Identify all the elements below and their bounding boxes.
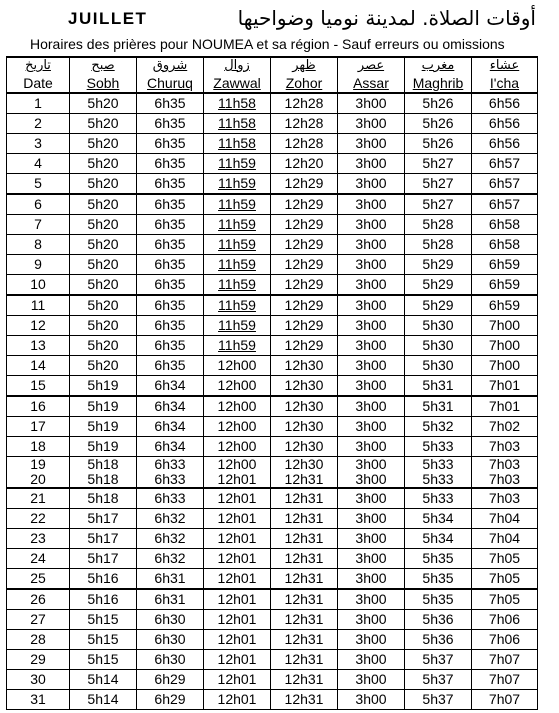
col-head-sobh: Sobh — [70, 74, 137, 93]
cell-icha: 7h01 — [472, 376, 538, 397]
cell-date: 5 — [7, 174, 70, 195]
cell-assar: 3h00 — [338, 670, 405, 690]
cell-churuq: 6h35 — [137, 316, 204, 336]
cell-assar: 3h00 — [338, 255, 405, 275]
cell-churuq: 6h35 — [137, 174, 204, 195]
cell-sobh: 5h20 — [70, 275, 137, 296]
cell-assar: 3h00 — [338, 336, 405, 356]
cell-zohor: 12h31 — [271, 690, 338, 710]
table-row — [7, 215, 538, 235]
cell-zawwal: 12h01 — [204, 488, 271, 509]
cell-zohor: 12h30 — [271, 356, 338, 376]
cell-zawwal: 12h01 — [204, 529, 271, 549]
cell-churuq: 6h35 — [137, 154, 204, 174]
cell-sobh: 5h16 — [70, 589, 137, 610]
cell-icha: 7h07 — [472, 670, 538, 690]
cell-zohor: 12h30 — [271, 437, 338, 457]
cell-zawwal: 12h00 12h01 — [204, 457, 271, 489]
table-row — [7, 336, 538, 356]
cell-date: 19 20 — [7, 457, 70, 489]
cell-churuq: 6h35 — [137, 235, 204, 255]
cell-zawwal: 11h59 — [204, 194, 271, 215]
cell-churuq: 6h35 — [137, 336, 204, 356]
cell-date: 24 — [7, 549, 70, 569]
cell-churuq: 6h35 — [137, 255, 204, 275]
table-row — [7, 589, 538, 610]
cell-sobh: 5h15 — [70, 650, 137, 670]
cell-date: 26 — [7, 589, 70, 610]
cell-zohor: 12h31 — [271, 529, 338, 549]
cell-icha: 7h05 — [472, 549, 538, 569]
cell-icha: 6h57 — [472, 174, 538, 195]
cell-maghrib: 5h29 — [405, 255, 472, 275]
cell-zohor: 12h29 — [271, 336, 338, 356]
cell-assar: 3h00 — [338, 154, 405, 174]
cell-zohor: 12h29 — [271, 255, 338, 275]
cell-zohor: 12h31 — [271, 610, 338, 630]
arabic-title: أوقات الصلاة. لمدينة نوميا وضواحيها — [237, 6, 536, 30]
cell-zawwal: 11h59 — [204, 235, 271, 255]
table-row — [7, 610, 538, 630]
cell-sobh: 5h20 — [70, 295, 137, 316]
cell-zawwal: 11h59 — [204, 316, 271, 336]
cell-assar: 3h00 — [338, 316, 405, 336]
table-row — [7, 154, 538, 174]
cell-maghrib: 5h26 — [405, 114, 472, 134]
table-row — [7, 417, 538, 437]
cell-icha: 6h58 — [472, 215, 538, 235]
col-head-ar-date: تاريخ — [7, 57, 70, 74]
cell-assar: 3h00 — [338, 376, 405, 397]
table-row — [7, 690, 538, 710]
cell-maghrib: 5h29 — [405, 295, 472, 316]
cell-zawwal: 11h59 — [204, 295, 271, 316]
cell-sobh: 5h16 — [70, 569, 137, 590]
cell-zohor: 12h31 — [271, 569, 338, 590]
table-row — [7, 549, 538, 569]
cell-zawwal: 12h01 — [204, 589, 271, 610]
col-head-zawwal: Zawwal — [204, 74, 271, 93]
cell-sobh: 5h19 — [70, 376, 137, 397]
cell-sobh: 5h18 5h18 — [70, 457, 137, 489]
cell-assar: 3h00 — [338, 275, 405, 296]
cell-zawwal: 12h01 — [204, 549, 271, 569]
cell-maghrib: 5h35 — [405, 569, 472, 590]
cell-zohor: 12h31 — [271, 630, 338, 650]
table-row — [7, 650, 538, 670]
cell-date: 3 — [7, 134, 70, 154]
cell-churuq: 6h35 — [137, 356, 204, 376]
cell-date: 25 — [7, 569, 70, 590]
cell-icha: 6h59 — [472, 255, 538, 275]
col-head-ar-maghrib: مغرب — [405, 57, 472, 74]
col-head-icha: I'cha — [472, 74, 538, 93]
cell-zohor: 12h29 — [271, 215, 338, 235]
table-row — [7, 488, 538, 509]
cell-assar: 3h00 — [338, 529, 405, 549]
cell-maghrib: 5h27 — [405, 174, 472, 195]
cell-date: 28 — [7, 630, 70, 650]
cell-sobh: 5h20 — [70, 356, 137, 376]
cell-zawwal: 12h00 — [204, 417, 271, 437]
cell-zohor: 12h30 — [271, 376, 338, 397]
cell-sobh: 5h14 — [70, 690, 137, 710]
col-head-ar-icha: عشاء — [472, 57, 538, 74]
table-row — [7, 396, 538, 417]
cell-assar: 3h00 — [338, 174, 405, 195]
cell-maghrib: 5h35 — [405, 549, 472, 569]
cell-churuq: 6h35 — [137, 114, 204, 134]
cell-maghrib: 5h31 — [405, 396, 472, 417]
cell-zohor: 12h29 — [271, 194, 338, 215]
cell-sobh: 5h14 — [70, 670, 137, 690]
prayer-times-table — [6, 56, 538, 710]
cell-assar: 3h00 — [338, 488, 405, 509]
table-row — [7, 255, 538, 275]
cell-sobh: 5h20 — [70, 93, 137, 114]
cell-date: 12 — [7, 316, 70, 336]
cell-date: 30 — [7, 670, 70, 690]
cell-date: 18 — [7, 437, 70, 457]
table-row — [7, 670, 538, 690]
cell-maghrib: 5h36 — [405, 630, 472, 650]
cell-icha: 7h00 — [472, 356, 538, 376]
cell-assar: 3h00 — [338, 93, 405, 114]
cell-zawwal: 12h01 — [204, 670, 271, 690]
cell-sobh: 5h19 — [70, 396, 137, 417]
cell-zawwal: 12h01 — [204, 690, 271, 710]
cell-zawwal: 12h00 — [204, 376, 271, 397]
cell-churuq: 6h35 — [137, 275, 204, 296]
cell-zawwal: 11h58 — [204, 134, 271, 154]
table-row — [7, 356, 538, 376]
cell-zohor: 12h31 — [271, 589, 338, 610]
month-title: JUILLET — [68, 9, 148, 28]
title-row — [0, 4, 559, 32]
cell-sobh: 5h20 — [70, 114, 137, 134]
cell-churuq: 6h30 — [137, 630, 204, 650]
cell-maghrib: 5h30 — [405, 336, 472, 356]
cell-churuq: 6h34 — [137, 437, 204, 457]
col-head-ar-zawwal: زوال — [204, 57, 271, 74]
cell-icha: 7h07 — [472, 690, 538, 710]
cell-zawwal: 12h01 — [204, 509, 271, 529]
cell-maghrib: 5h32 — [405, 417, 472, 437]
cell-assar: 3h00 — [338, 235, 405, 255]
cell-icha: 7h06 — [472, 630, 538, 650]
col-head-ar-sobh: صبح — [70, 57, 137, 74]
cell-date: 8 — [7, 235, 70, 255]
cell-assar: 3h00 — [338, 114, 405, 134]
cell-sobh: 5h18 — [70, 488, 137, 509]
cell-date: 17 — [7, 417, 70, 437]
cell-zohor: 12h28 — [271, 114, 338, 134]
col-head-date: Date — [7, 74, 70, 93]
cell-zawwal: 12h00 — [204, 437, 271, 457]
cell-date: 16 — [7, 396, 70, 417]
cell-zohor: 12h31 — [271, 650, 338, 670]
cell-date: 6 — [7, 194, 70, 215]
cell-zohor: 12h31 — [271, 488, 338, 509]
cell-churuq: 6h31 — [137, 569, 204, 590]
table-row — [7, 194, 538, 215]
cell-date: 14 — [7, 356, 70, 376]
col-head-ar-zohor: ظهر — [271, 57, 338, 74]
cell-maghrib: 5h37 — [405, 650, 472, 670]
cell-zohor: 12h30 12h31 — [271, 457, 338, 489]
cell-churuq: 6h32 — [137, 549, 204, 569]
table-row — [7, 174, 538, 195]
cell-maghrib: 5h34 — [405, 509, 472, 529]
cell-date: 31 — [7, 690, 70, 710]
cell-date: 4 — [7, 154, 70, 174]
cell-maghrib: 5h37 — [405, 690, 472, 710]
cell-zohor: 12h29 — [271, 275, 338, 296]
cell-icha: 7h07 — [472, 650, 538, 670]
cell-icha: 6h56 — [472, 134, 538, 154]
cell-assar: 3h00 — [338, 630, 405, 650]
cell-maghrib: 5h35 — [405, 589, 472, 610]
cell-zawwal: 11h59 — [204, 215, 271, 235]
cell-sobh: 5h20 — [70, 255, 137, 275]
col-head-ar-assar: عصر — [338, 57, 405, 74]
cell-icha: 6h59 — [472, 295, 538, 316]
cell-icha: 7h06 — [472, 610, 538, 630]
cell-date: 7 — [7, 215, 70, 235]
cell-assar: 3h00 — [338, 569, 405, 590]
cell-date: 11 — [7, 295, 70, 316]
table-row — [7, 93, 538, 114]
cell-assar: 3h00 — [338, 194, 405, 215]
cell-icha: 6h58 — [472, 235, 538, 255]
cell-date: 2 — [7, 114, 70, 134]
cell-icha: 7h05 — [472, 589, 538, 610]
col-head-ar-churuq: شروق — [137, 57, 204, 74]
cell-churuq: 6h35 — [137, 194, 204, 215]
cell-maghrib: 5h31 — [405, 376, 472, 397]
cell-maghrib: 5h27 — [405, 154, 472, 174]
cell-sobh: 5h20 — [70, 154, 137, 174]
cell-churuq: 6h35 — [137, 93, 204, 114]
cell-sobh: 5h17 — [70, 509, 137, 529]
cell-icha: 7h04 — [472, 529, 538, 549]
cell-zohor: 12h28 — [271, 134, 338, 154]
cell-sobh: 5h20 — [70, 316, 137, 336]
cell-assar: 3h00 — [338, 509, 405, 529]
cell-icha: 7h00 — [472, 316, 538, 336]
table-row — [7, 235, 538, 255]
cell-zawwal: 12h01 — [204, 650, 271, 670]
cell-icha: 7h04 — [472, 509, 538, 529]
cell-icha: 7h03 — [472, 437, 538, 457]
cell-churuq: 6h31 — [137, 589, 204, 610]
cell-churuq: 6h29 — [137, 670, 204, 690]
cell-sobh: 5h20 — [70, 174, 137, 195]
cell-date: 27 — [7, 610, 70, 630]
cell-zawwal: 11h59 — [204, 255, 271, 275]
arabic-header-row — [7, 57, 538, 74]
cell-assar: 3h00 3h00 — [338, 457, 405, 489]
col-head-zohor: Zohor — [271, 74, 338, 93]
cell-sobh: 5h19 — [70, 437, 137, 457]
table-row — [7, 529, 538, 549]
cell-churuq: 6h33 — [137, 488, 204, 509]
cell-sobh: 5h15 — [70, 610, 137, 630]
col-head-maghrib: Maghrib — [405, 74, 472, 93]
cell-maghrib: 5h37 — [405, 670, 472, 690]
cell-zohor: 12h29 — [271, 235, 338, 255]
cell-assar: 3h00 — [338, 549, 405, 569]
cell-maghrib: 5h28 — [405, 215, 472, 235]
cell-date: 10 — [7, 275, 70, 296]
table-row — [7, 376, 538, 397]
cell-assar: 3h00 — [338, 134, 405, 154]
cell-zawwal: 12h00 — [204, 396, 271, 417]
cell-zohor: 12h31 — [271, 509, 338, 529]
cell-maghrib: 5h33 — [405, 488, 472, 509]
table-row — [7, 457, 538, 489]
cell-assar: 3h00 — [338, 589, 405, 610]
cell-churuq: 6h34 — [137, 376, 204, 397]
table-row — [7, 275, 538, 296]
cell-icha: 6h56 — [472, 114, 538, 134]
cell-assar: 3h00 — [338, 610, 405, 630]
cell-zohor: 12h31 — [271, 549, 338, 569]
cell-maghrib: 5h29 — [405, 275, 472, 296]
cell-icha: 6h57 — [472, 154, 538, 174]
table-row — [7, 630, 538, 650]
cell-churuq: 6h34 — [137, 396, 204, 417]
cell-date: 9 — [7, 255, 70, 275]
cell-icha: 7h02 — [472, 417, 538, 437]
cell-zohor: 12h29 — [271, 174, 338, 195]
subtitle: Horaires des prières pour NOUMEA et sa région - Sauf erreurs ou omissions — [30, 36, 505, 52]
cell-date: 29 — [7, 650, 70, 670]
cell-icha: 7h01 — [472, 396, 538, 417]
cell-icha: 6h56 — [472, 93, 538, 114]
table-body — [7, 93, 538, 710]
col-head-churuq: Churuq — [137, 74, 204, 93]
cell-icha: 7h03 7h03 — [472, 457, 538, 489]
cell-zawwal: 11h59 — [204, 174, 271, 195]
cell-sobh: 5h20 — [70, 235, 137, 255]
cell-zohor: 12h29 — [271, 295, 338, 316]
cell-zohor: 12h28 — [271, 93, 338, 114]
cell-zawwal: 11h58 — [204, 114, 271, 134]
cell-maghrib: 5h30 — [405, 316, 472, 336]
cell-zawwal: 12h01 — [204, 630, 271, 650]
cell-churuq: 6h35 — [137, 134, 204, 154]
cell-maghrib: 5h33 5h33 — [405, 457, 472, 489]
cell-date: 1 — [7, 93, 70, 114]
latin-header-row — [7, 74, 538, 93]
cell-assar: 3h00 — [338, 356, 405, 376]
cell-zawwal: 12h01 — [204, 610, 271, 630]
cell-zohor: 12h30 — [271, 417, 338, 437]
cell-assar: 3h00 — [338, 396, 405, 417]
cell-sobh: 5h20 — [70, 134, 137, 154]
cell-date: 22 — [7, 509, 70, 529]
cell-maghrib: 5h26 — [405, 93, 472, 114]
cell-maghrib: 5h33 — [405, 437, 472, 457]
cell-zawwal: 12h01 — [204, 569, 271, 590]
cell-sobh: 5h19 — [70, 417, 137, 437]
cell-maghrib: 5h28 — [405, 235, 472, 255]
cell-icha: 7h05 — [472, 569, 538, 590]
cell-churuq: 6h34 — [137, 417, 204, 437]
cell-icha: 7h03 — [472, 488, 538, 509]
cell-churuq: 6h35 — [137, 215, 204, 235]
cell-assar: 3h00 — [338, 417, 405, 437]
cell-sobh: 5h17 — [70, 549, 137, 569]
cell-icha: 7h00 — [472, 336, 538, 356]
cell-assar: 3h00 — [338, 690, 405, 710]
cell-assar: 3h00 — [338, 437, 405, 457]
cell-zohor: 12h20 — [271, 154, 338, 174]
cell-zohor: 12h29 — [271, 316, 338, 336]
cell-zawwal: 11h59 — [204, 275, 271, 296]
table-row — [7, 295, 538, 316]
cell-assar: 3h00 — [338, 215, 405, 235]
table-row — [7, 569, 538, 590]
cell-zawwal: 11h59 — [204, 154, 271, 174]
cell-maghrib: 5h34 — [405, 529, 472, 549]
table-row — [7, 509, 538, 529]
cell-zohor: 12h30 — [271, 396, 338, 417]
cell-churuq: 6h29 — [137, 690, 204, 710]
cell-sobh: 5h20 — [70, 215, 137, 235]
cell-sobh: 5h20 — [70, 336, 137, 356]
cell-icha: 6h57 — [472, 194, 538, 215]
col-head-assar: Assar — [338, 74, 405, 93]
cell-maghrib: 5h26 — [405, 134, 472, 154]
cell-churuq: 6h32 — [137, 529, 204, 549]
cell-sobh: 5h15 — [70, 630, 137, 650]
cell-sobh: 5h17 — [70, 529, 137, 549]
table-row — [7, 437, 538, 457]
cell-maghrib: 5h30 — [405, 356, 472, 376]
cell-churuq: 6h30 — [137, 610, 204, 630]
cell-zawwal: 11h58 — [204, 93, 271, 114]
cell-zohor: 12h31 — [271, 670, 338, 690]
cell-date: 13 — [7, 336, 70, 356]
cell-zawwal: 11h59 — [204, 336, 271, 356]
table-row — [7, 114, 538, 134]
cell-churuq: 6h35 — [137, 295, 204, 316]
cell-icha: 6h59 — [472, 275, 538, 296]
cell-churuq: 6h30 — [137, 650, 204, 670]
cell-date: 23 — [7, 529, 70, 549]
cell-zawwal: 12h00 — [204, 356, 271, 376]
cell-sobh: 5h20 — [70, 194, 137, 215]
table-row — [7, 316, 538, 336]
cell-assar: 3h00 — [338, 650, 405, 670]
cell-assar: 3h00 — [338, 295, 405, 316]
table-row — [7, 134, 538, 154]
cell-maghrib: 5h36 — [405, 610, 472, 630]
cell-churuq: 6h32 — [137, 509, 204, 529]
cell-maghrib: 5h27 — [405, 194, 472, 215]
cell-date: 21 — [7, 488, 70, 509]
cell-date: 15 — [7, 376, 70, 397]
cell-churuq: 6h33 6h33 — [137, 457, 204, 489]
